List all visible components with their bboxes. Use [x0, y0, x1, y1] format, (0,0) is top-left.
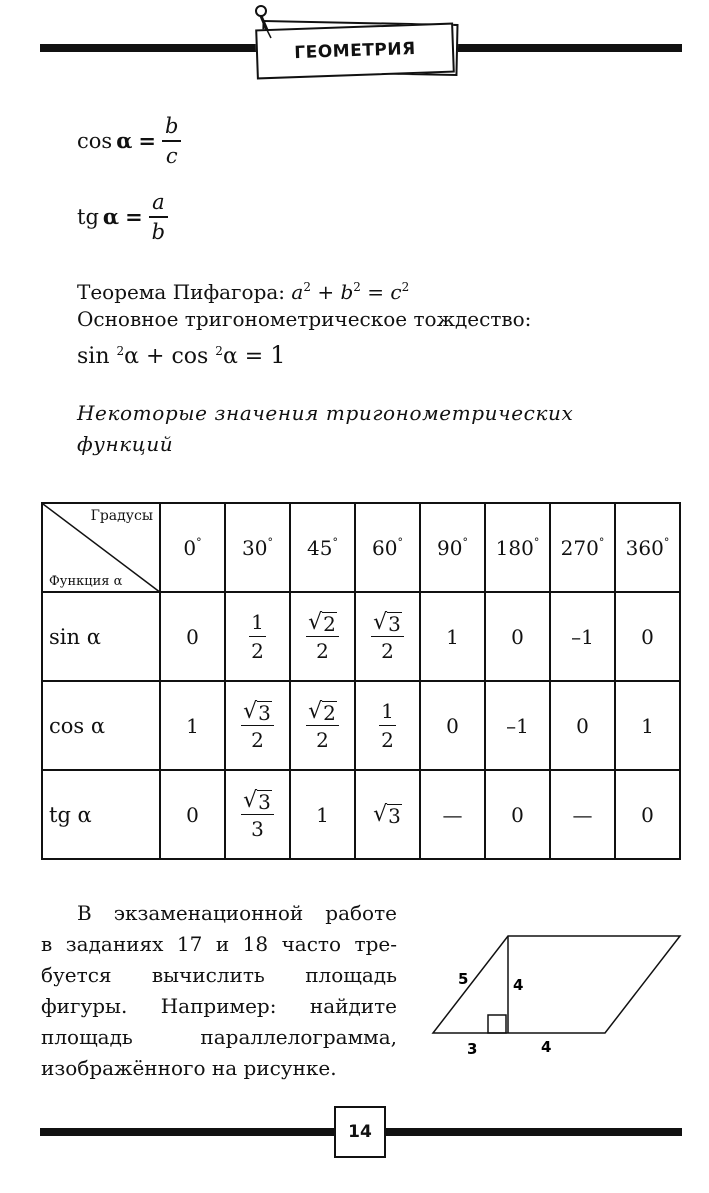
- header-card: [255, 23, 455, 80]
- value-cell: –1: [550, 592, 615, 681]
- value-cell: [225, 681, 290, 770]
- square-root: √ 3: [243, 698, 271, 725]
- page-number: 14: [334, 1106, 386, 1158]
- equals-sign: =: [367, 280, 385, 304]
- paragraph-line: площадь параллелограмма,: [41, 1025, 397, 1049]
- var-b: b: [340, 280, 354, 304]
- var-a: a: [291, 280, 304, 304]
- angle-header: 180°: [485, 503, 550, 592]
- value-cell: [355, 592, 420, 681]
- plus-sign: +: [317, 280, 335, 304]
- value-cell: 1: [290, 770, 355, 859]
- table-row: [42, 592, 680, 681]
- exponent: 2: [353, 280, 361, 294]
- numerator: a: [152, 190, 165, 214]
- value-cell: 0: [615, 592, 680, 681]
- fraction: $\frac{1}{2}$: [381, 698, 394, 753]
- corner-degrees-label: Градусы: [90, 508, 153, 524]
- exam-paragraph: [41, 898, 397, 1084]
- value-cell: 0: [485, 770, 550, 859]
- table-heading: Некоторые значения тригонометрических функций: [77, 401, 574, 456]
- square-root: √ 3: [243, 787, 271, 814]
- push-pin-icon: [252, 4, 276, 40]
- exponent: 2: [401, 280, 410, 294]
- value-cell: 1: [420, 592, 485, 681]
- value-cell: 0: [160, 770, 225, 859]
- denominator: c: [165, 143, 178, 168]
- identity-label: Основное тригонометрическое тождество:: [77, 307, 532, 331]
- cos-formula: [77, 112, 181, 170]
- exponent: 2: [116, 344, 125, 358]
- square-root: √ 2: [308, 698, 336, 725]
- value-cell: 0: [615, 770, 680, 859]
- angle-header: 270°: [550, 503, 615, 592]
- fraction: √ 2 2: [306, 608, 339, 666]
- numerator: b: [164, 114, 179, 138]
- value-cell: [225, 592, 290, 681]
- cos-fn: cos: [171, 344, 209, 369]
- angle-header: 60°: [355, 503, 420, 592]
- right-angle-mark: [488, 1015, 506, 1033]
- alpha-symbol: α: [116, 128, 133, 154]
- var-c: c: [390, 280, 402, 304]
- denominator: b: [151, 219, 166, 244]
- value-cell: —: [420, 770, 485, 859]
- value-cell: [355, 770, 420, 859]
- side-label: 5: [458, 970, 469, 988]
- function-name-cell: tg α: [42, 770, 160, 859]
- alpha-symbol: α: [222, 344, 238, 369]
- fraction: √ 3 2: [241, 697, 274, 755]
- value-cell: 0: [550, 681, 615, 770]
- angle-header: 360°: [615, 503, 680, 592]
- tg-fn: tg: [77, 204, 99, 229]
- angle-header: 90°: [420, 503, 485, 592]
- trig-values-table: [41, 502, 681, 860]
- equals-sign: =: [138, 128, 156, 154]
- tg-formula: [77, 188, 168, 246]
- function-name-cell: cos α: [42, 681, 160, 770]
- corner-function-label: Функция α: [49, 574, 123, 589]
- value-cell: 1: [615, 681, 680, 770]
- fraction: [149, 188, 168, 246]
- angle-header: 0°: [160, 503, 225, 592]
- paragraph-line: в заданиях 17 и 18 часто тре-: [41, 932, 397, 956]
- value-cell: [355, 681, 420, 770]
- table-row: [42, 770, 680, 859]
- base-right-label: 4: [541, 1038, 552, 1056]
- paragraph-line: фигуры. Например: найдите: [41, 994, 397, 1018]
- sin-fn: sin: [77, 344, 110, 369]
- paragraph-line: буется вычислить площадь: [41, 963, 397, 987]
- exponent: 2: [215, 344, 223, 358]
- alpha-symbol: α: [102, 204, 120, 230]
- fraction: √ 3 2: [371, 608, 404, 666]
- value-cell: 0: [160, 592, 225, 681]
- fraction: $\frac{1}{2}$: [251, 609, 264, 664]
- pythagoras-label: Теорема Пифагора:: [77, 280, 286, 304]
- alpha-symbol: α: [124, 344, 139, 369]
- pythagoras-line: [77, 272, 409, 307]
- height-label: 4: [513, 976, 524, 994]
- cos-fn: cos: [77, 128, 113, 153]
- paragraph-line: изображённого на рисунке.: [41, 1056, 337, 1080]
- value-cell: 0: [485, 592, 550, 681]
- value-cell: –1: [485, 681, 550, 770]
- plus-sign: +: [146, 344, 165, 369]
- angle-header: 30°: [225, 503, 290, 592]
- table-header-row: [42, 503, 680, 592]
- square-root: √ 3: [373, 609, 401, 636]
- identity-formula: [77, 336, 286, 372]
- function-name-cell: sin α: [42, 592, 160, 681]
- section-title: ГЕОМЕТРИЯ: [294, 38, 416, 64]
- table-corner-cell: [42, 503, 160, 592]
- equals-sign: =: [244, 344, 264, 369]
- exponent: 2: [303, 280, 311, 294]
- base-left-label: 3: [467, 1040, 478, 1058]
- identity-rhs: 1: [270, 341, 286, 369]
- square-root: √ 3: [373, 802, 401, 828]
- parallelogram-figure: [428, 928, 688, 1063]
- fraction: [162, 112, 181, 170]
- fraction: √ 3 3: [241, 786, 274, 844]
- angle-header: 45°: [290, 503, 355, 592]
- value-cell: [290, 681, 355, 770]
- parallelogram-shape: [433, 936, 680, 1033]
- square-root: √ 2: [308, 609, 336, 636]
- value-cell: —: [550, 770, 615, 859]
- fraction: √ 2 2: [306, 697, 339, 755]
- paragraph-line: В экзаменационной работе: [77, 901, 397, 925]
- equals-sign: =: [125, 204, 143, 230]
- value-cell: [290, 592, 355, 681]
- value-cell: [225, 770, 290, 859]
- value-cell: 1: [160, 681, 225, 770]
- table-row: [42, 681, 680, 770]
- value-cell: 0: [420, 681, 485, 770]
